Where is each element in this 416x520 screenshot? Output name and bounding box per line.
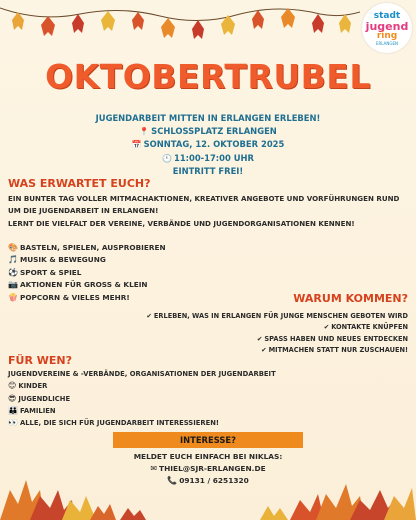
cool-face-icon: 😎 xyxy=(8,393,17,403)
event-title: OKTOBERTRUBEL xyxy=(45,57,371,96)
music-icon: 🎵 xyxy=(8,255,18,265)
phone-number[interactable]: 09131 / 6251320 xyxy=(179,476,249,485)
list-item: 😎 JUGENDLICHE xyxy=(8,393,71,403)
list-item: 👪 FAMILIEN xyxy=(8,405,56,415)
interest-banner: INTERESSE? xyxy=(113,432,303,448)
what-heading: WAS ERWARTET EUCH? xyxy=(8,177,151,190)
logo-line-3: ring xyxy=(376,31,398,41)
leaf-garland xyxy=(0,0,360,60)
eyes-icon: 👀 xyxy=(8,418,18,428)
logo-line-2: jugend xyxy=(365,20,409,33)
list-item: 📷 AKTIONEN FÜR GROSS & KLEIN xyxy=(8,279,166,291)
email-link[interactable]: THIEL@SJR-ERLANGEN.DE xyxy=(159,464,266,473)
logo-line-4: ERLANGEN xyxy=(376,41,398,46)
who-intro: JUGENDVEREINE & -VERBÄNDE, ORGANISATIONEN DER JUGENDARBEIT xyxy=(8,370,276,378)
what-list xyxy=(8,242,166,304)
logo-line-1: stadt xyxy=(373,11,401,21)
smile-icon: 😊 xyxy=(8,381,17,391)
event-date: SONNTAG, 12. OKTOBER 2025 xyxy=(143,139,285,149)
who-list xyxy=(8,369,276,429)
event-info xyxy=(0,112,416,178)
palette-icon: 🎨 xyxy=(8,243,18,252)
list-item: ✔ ERLEBEN, WAS IN ERLANGEN FÜR JUNGE MENSCHEN GEBOTEN WIRD xyxy=(146,312,408,320)
why-list xyxy=(146,311,408,356)
check-icon: ✔ xyxy=(261,345,267,354)
list-item: 👀 ALLE, DIE SICH FÜR JUGENDARBEIT INTERESSIEREN! xyxy=(8,418,220,428)
contact-line: MELDET EUCH EINFACH BEI NIKLAS: xyxy=(133,452,283,461)
event-time-row xyxy=(0,152,416,166)
autumn-leaves-border xyxy=(0,460,416,520)
mail-icon: ✉ xyxy=(150,464,158,473)
check-icon: ✔ xyxy=(256,334,263,343)
event-entry: EINTRITT FREI! xyxy=(172,166,244,176)
stadtjugendring-logo xyxy=(362,3,412,53)
list-item: ⚽ SPORT & SPIEL xyxy=(8,267,166,279)
event-time: 11:00-17:00 UHR xyxy=(174,152,254,163)
family-icon: 👪 xyxy=(8,405,18,415)
event-location: SCHLOSSPLATZ ERLANGEN xyxy=(151,125,277,136)
why-heading: WARUM KOMMEN? xyxy=(293,292,408,305)
check-icon: ✔ xyxy=(146,312,152,320)
what-text-1: EIN BUNTER TAG VOLLER MITMACHAKTIONEN, KREATIVER ANGEBOTE UND VORFÜHRUNGEN RUND UM DIE JUGENDARBEIT IN ERLANGEN! xyxy=(8,194,400,216)
clock-icon: 🕚 xyxy=(162,153,172,163)
event-date-row xyxy=(0,138,416,152)
event-location-row xyxy=(0,125,416,139)
list-item: 🎨 BASTELN, SPIELEN, AUSPROBIEREN xyxy=(8,242,166,254)
what-description xyxy=(8,193,408,230)
camera-icon: 📷 xyxy=(8,280,18,290)
list-item: ✔ KONTAKTE KNÜPFEN xyxy=(323,323,408,332)
calendar-icon: 📅 xyxy=(131,140,142,149)
check-icon: ✔ xyxy=(323,323,330,332)
list-item: 😊 KINDER xyxy=(8,381,48,391)
ball-icon: ⚽ xyxy=(8,267,18,277)
list-item: 🎵 MUSIK & BEWEGUNG xyxy=(8,254,166,266)
pin-icon: 📍 xyxy=(139,126,150,136)
phone-icon: 📞 xyxy=(167,476,178,485)
event-tagline: JUGENDARBEIT MITTEN IN ERLANGEN ERLEBEN! xyxy=(95,113,321,123)
list-item: ✔ SPASS HABEN UND NEUES ENTDECKEN xyxy=(256,334,408,343)
who-heading: FÜR WEN? xyxy=(8,354,72,367)
list-item: ✔ MITMACHEN STATT NUR ZUSCHAUEN! xyxy=(261,345,408,354)
popcorn-icon: 🍿 xyxy=(8,292,18,302)
what-text-2: LERNT DIE VIELFALT DER VEREINE, VERBÄNDE UND JUGENDORGANISATIONEN KENNEN! xyxy=(8,218,355,228)
list-item: 🍿 POPCORN & VIELES MEHR! xyxy=(8,292,166,304)
